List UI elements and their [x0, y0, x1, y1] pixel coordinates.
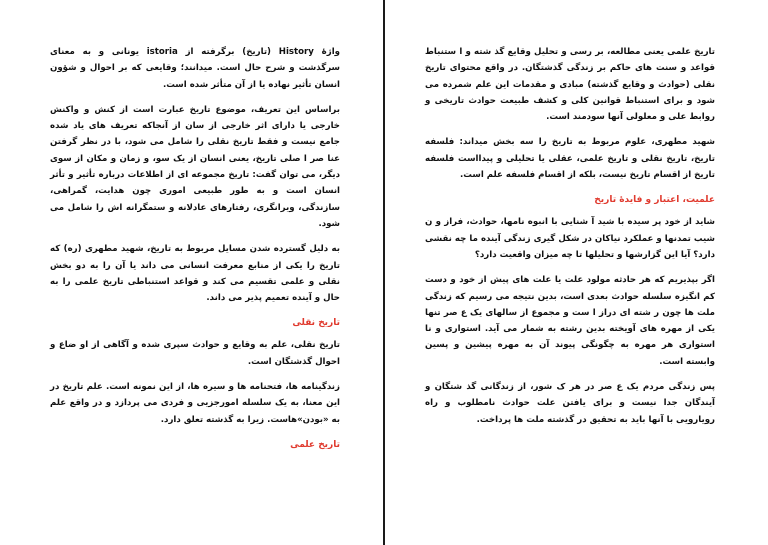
- paragraph: شهید مطهری، علوم مربوط به تاریخ را سه بخش میداند: فلسفه تاریخ، تاریخ نقلی و تاریخ علمی، عقلی یا تحلیلی و پیدااست فلسفه تاریخ از اقسام تاریخ نیست، بلکه از اقسام فلسفه علم است.: [425, 137, 715, 181]
- right-page-content: [425, 44, 715, 437]
- left-page: [0, 0, 383, 545]
- section-heading: علمیت، اعتبار و فایدهٔ تاریخ: [594, 195, 715, 206]
- paragraph: اگر بپذیریم که هر حادثه مولود علت یا علت های پیش از خود و دست کم انگیزه سلسله حوادث بعدی است، بدین نتیجه می رسیم که زندگی ملت ها چون ر شته ای دراز ا ست و مجموع از سالهای یک ع صر تنها یکی از مهره های آویخته بدین رشته به شمار می آید. استواری و نا استواری هر مهره به چگونگی پیوند آن به مهره پیشین و پسین وابسته است.: [425, 275, 715, 367]
- paragraph: واژهٔ History (تاریخ) برگرفته از istoria یونانی و به معنای سرگذشت و شرح حال است. میدانند؛ وقایعی که بر احوال و شؤون انسان تأثیر نهاده یا از آن متأثر شده است.: [50, 47, 340, 90]
- section-heading: تاریخ نقلی: [292, 318, 340, 329]
- paragraph: زندگینامه ها، فتحنامه ها و سیره ها، از این نمونه است. علم تاریخ در این معنا، به یک سلسله امورجزیی و فردی می پردازد و در واقع علم به «بودن»هاست. زیرا به گذشته تعلق دارد.: [50, 382, 340, 425]
- paragraph: به دلیل گسترده شدن مسایل مربوط به تاریخ، شهید مطهری (ره) که تاریخ را یکی از منابع معرفت انسانی می داند یا آن را به دو بخش نقلی و علمی تقسیم می کند و قواعد استنباطی تاریخ علمی را به حال و آینده تعمیم پذیر می داند.: [50, 244, 340, 304]
- left-page-content: [50, 44, 340, 459]
- right-page: [385, 0, 768, 545]
- paragraph: پس زندگی مردم یک ع صر در هر ک شور، از زندگانی گذ شتگان و آیندگان جدا نیست و برای یافتن علت حوادث نامطلوب و راه رویارویی با آنها باید به تحقیق در گذشته ملت ها پرداخت.: [425, 382, 715, 425]
- section-heading: تاریخ علمی: [290, 439, 340, 450]
- paragraph: شاید از خود پر سیده با شید آ شنایی با انبوه نامها، حوادث، فراز و ن شیب تمدنها و عملکرد نیاکان در شکل گیری زندگی آینده ما چه نقشی دارد؟ آیا این گزارشها و تحلیلها تا چه میزان واقعیت دارد؟: [425, 217, 715, 260]
- paragraph: تاریخ نقلی، علم به وقایع و حوادث سپری شده و آگاهی از او ضاع و احوال گذشتگان است.: [50, 340, 340, 367]
- paragraph: براساس این تعریف، موضوع تاریخ عبارت است از کنش و واکنش خارجی یا دارای اثر خارجی از سان از آنجاکه تعریف های یاد شده جامع نیست و فقط تاریخ نقلی را شامل می شود، با در نظر گرفتن عنا صر ا صلی تاریخ، یعنی انسان از یک سو، و زمان و مکان از سوی دیگر، می توان گفت: تاریخ مجموعه ای از اطلاعات درباره تأثیر و تأثر انسان است و به طور طبیعی اموری چون هدایت، گمراهی، سازندگی، ویرانگری، رفتارهای عادلانه و ستمگرانه اش را شامل می شود.: [50, 104, 340, 229]
- paragraph: تاریخ علمی یعنی مطالعه، بر رسی و تحلیل وقایع گذ شته و ا ستنباط قواعد و سنت های حاکم بر زندگی گذشتگان. در واقع محتوای تاریخ نقلی (حوادث و وقایع گذشته) مبادی و مقدمات این علم شمرده می شود و برای استنباط قوانین کلی و کشف طبیعت حوادث تاریخی و روابط علی و معلولی آنها سودمند است.: [425, 47, 715, 123]
